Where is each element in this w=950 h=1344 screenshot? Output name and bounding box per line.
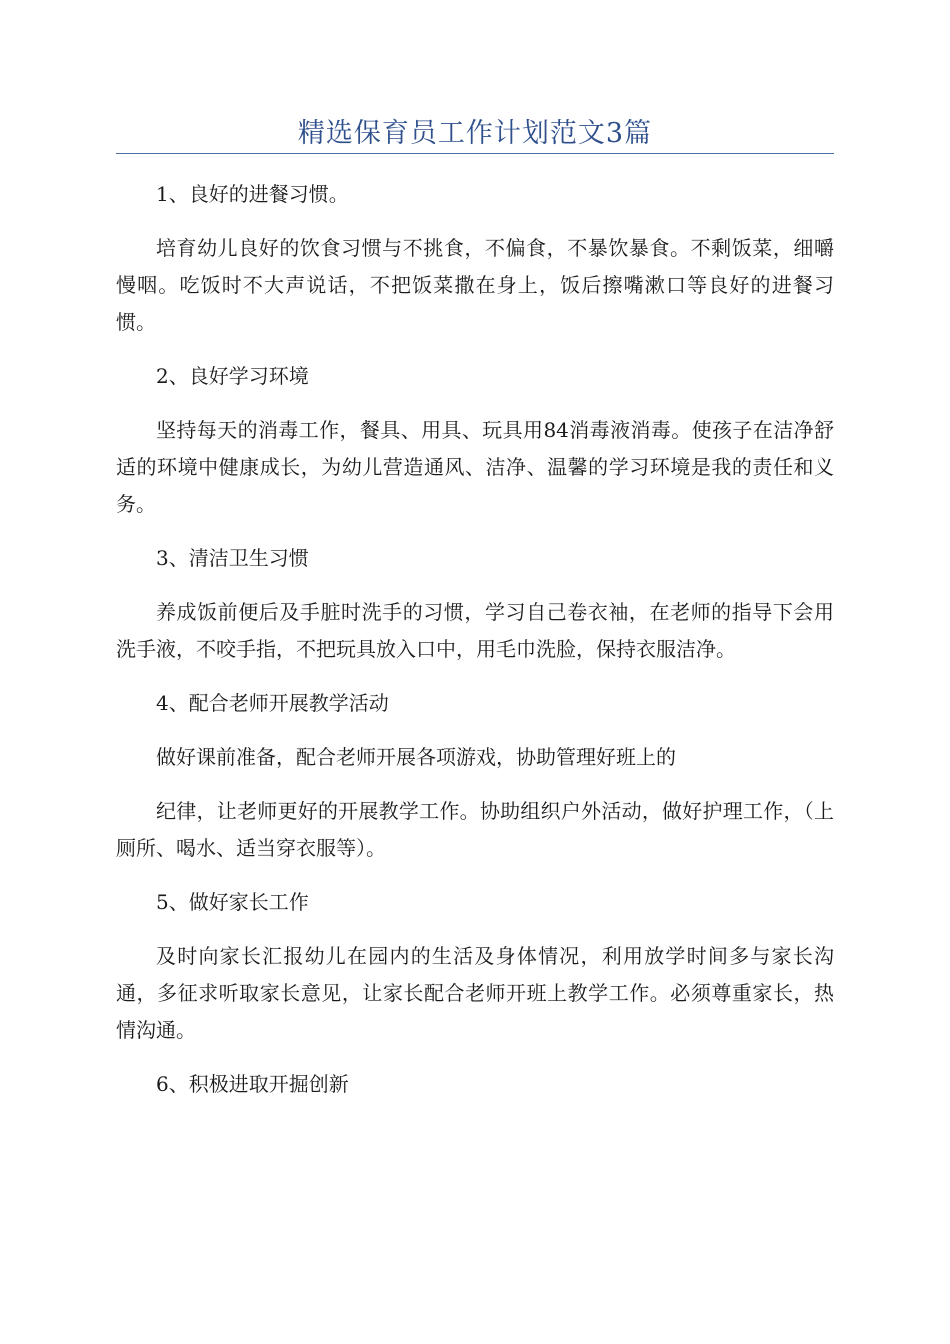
section-heading-6: 6、积极进取开掘创新 (156, 1072, 349, 1096)
section-heading-4: 4、配合老师开展教学活动 (156, 691, 389, 715)
section-heading-2: 2、良好学习环境 (156, 364, 309, 388)
section-heading-5: 5、做好家长工作 (156, 890, 309, 914)
document-body (116, 176, 834, 1120)
section-paragraph-1: 培育幼儿良好的饮食习惯与不挑食，不偏食，不暴饮暴食。不剩饭菜，细嚼慢咽。吃饭时不大声说话，不把饭菜撒在身上，饭后擦嘴漱口等良好的进餐习惯。 (116, 236, 834, 334)
section-heading-1: 1、良好的进餐习惯。 (156, 182, 349, 206)
title-underline (116, 153, 834, 154)
document-title: 精选保育员工作计划范文3篇 (297, 118, 653, 149)
section-paragraph-4a: 做好课前准备，配合老师开展各项游戏，协助管理好班上的 (156, 745, 676, 769)
section-paragraph-4b: 纪律，让老师更好的开展教学工作。协助组织户外活动，做好护理工作，（上厕所、喝水、适当穿衣服等）。 (116, 799, 834, 860)
section-paragraph-3: 养成饭前便后及手脏时洗手的习惯，学习自己卷衣袖，在老师的指导下会用洗手液，不咬手指，不把玩具放入口中，用毛巾洗脸，保持衣服洁净。 (116, 600, 834, 661)
section-paragraph-2: 坚持每天的消毒工作，餐具、用具、玩具用84消毒液消毒。使孩子在洁净舒适的环境中健康成长，为幼儿营造通风、洁净、温馨的学习环境是我的责任和义务。 (116, 418, 834, 516)
section-paragraph-5: 及时向家长汇报幼儿在园内的生活及身体情况，利用放学时间多与家长沟通，多征求听取家长意见，让家长配合老师开班上教学工作。必须尊重家长，热情沟通。 (116, 944, 834, 1042)
section-heading-3: 3、清洁卫生习惯 (156, 546, 309, 570)
